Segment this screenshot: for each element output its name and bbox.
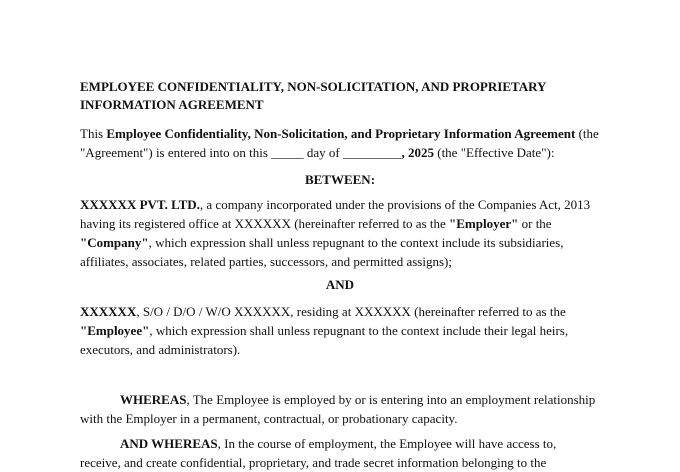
- between-heading: BETWEEN:: [304, 172, 376, 187]
- employee-text-2: , which expression shall unless repugnant to the context include their legal heirs, executors, and administrators).: [80, 323, 569, 357]
- employee-term: "Employee": [80, 323, 150, 338]
- and-heading: AND: [325, 277, 355, 292]
- employee-party-paragraph: [80, 302, 600, 359]
- company-term: "Company": [80, 235, 149, 250]
- agreement-year: , 2025: [401, 145, 434, 160]
- intro-prefix: This: [80, 126, 107, 141]
- agreement-name: Employee Confidentiality, Non-Solicitation, and Proprietary Information Agreement: [106, 126, 576, 141]
- company-name: XXXXXX PVT. LTD.: [80, 197, 200, 212]
- employee-text-1: , S/O / D/O / W/O XXXXXX, residing at XXXXXX (hereinafter referred to as the: [136, 304, 566, 319]
- whereas-text-2: , In the course of employment, the Employee will have access to, receive, and create confidential, proprietary, and trade secret information belonging to the: [80, 436, 557, 470]
- whereas-text-1: , The Employee is employed by or is entering into an employment relationship with the Employer in a permanent, contractual, or probationary capacity.: [80, 392, 596, 426]
- title-line-1: EMPLOYEE CONFIDENTIALITY, NON-SOLICITATION, AND PROPRIETARY: [80, 79, 547, 94]
- company-party-paragraph: [80, 195, 600, 271]
- employer-term: "Employer": [449, 216, 519, 231]
- company-text-1: , a company incorporated under the provisions of the Companies Act, 2013 having its registered office at XXXXXX (hereinafter referred to as the: [80, 197, 591, 231]
- whereas-paragraph-1: [80, 390, 600, 428]
- intro-suffix: (the "Effective Date"):: [433, 145, 555, 160]
- company-text-3: , which expression shall unless repugnant to the context include its subsidiaries, affiliates, associates, related parties, successors, and permitted assigns);: [80, 235, 564, 269]
- intro-middle: (the "Agreement") is entered into on this _____ day of _________: [80, 126, 599, 160]
- intro-paragraph: [80, 124, 600, 162]
- employee-name: XXXXXX: [80, 304, 137, 319]
- whereas-paragraph-2: [80, 434, 600, 472]
- document-title: [80, 78, 600, 114]
- company-text-2: or the: [518, 216, 552, 231]
- title-line-2: INFORMATION AGREEMENT: [80, 97, 264, 112]
- whereas-label-2: AND WHEREAS: [120, 436, 218, 451]
- whereas-label-1: WHEREAS: [120, 392, 187, 407]
